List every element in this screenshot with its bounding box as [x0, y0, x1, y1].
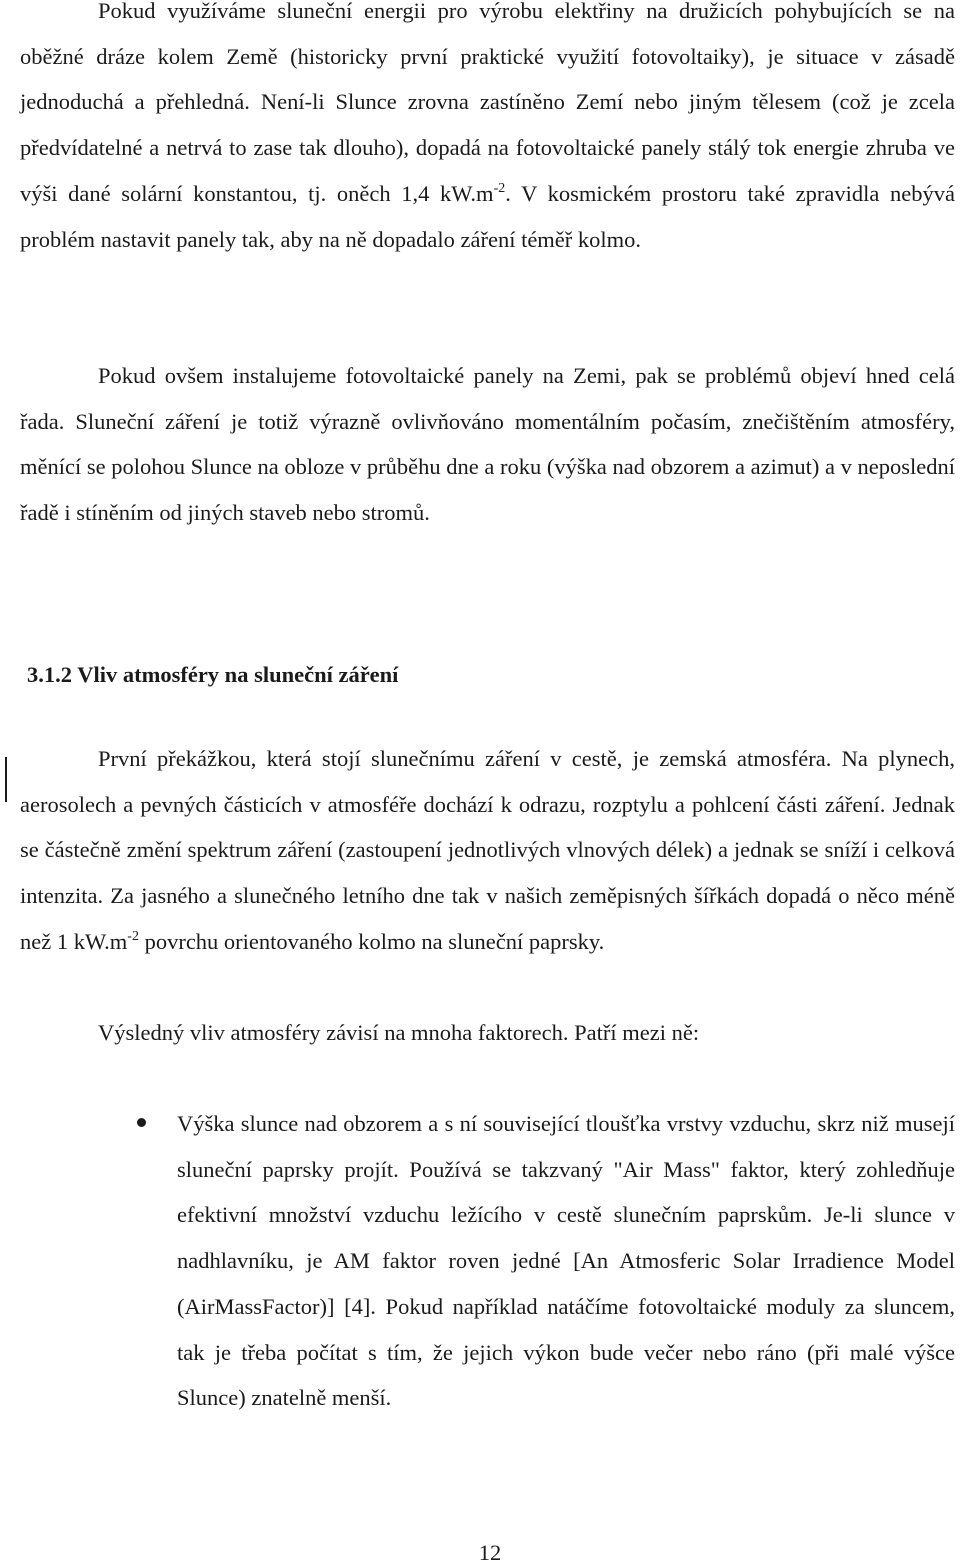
- superscript-exponent: -2: [493, 180, 506, 196]
- paragraph-space-photovoltaics: [20, 0, 955, 262]
- bullet-icon: [137, 1118, 146, 1127]
- paragraph-text: . V kosmickém prostoru také zpravidla nebývá problém nastavit panely tak, aby na ně dopadalo záření téměř kolmo.: [20, 180, 955, 252]
- paragraph-factors-intro: Výsledný vliv atmosféry závisí na mnoha faktorech. Patří mezi ně:: [98, 1020, 700, 1045]
- revision-change-bar: [5, 757, 7, 802]
- paragraph-text: povrchu orientovaného kolmo na sluneční paprsky.: [138, 928, 605, 954]
- superscript-exponent: -2: [127, 928, 139, 944]
- section-heading: 3.1.2 Vliv atmosféry na sluneční záření: [27, 662, 399, 687]
- paragraph-earth-problems: Pokud ovšem instalujeme fotovoltaické panely na Zemi, pak se problémů objeví hned celá řada. Sluneční záření je totiž výrazně ovlivňováno momentálním počasím, znečištěním atmosféry, měnící se polohou Slunce na obloze v průběhu dne a roku (výška nad obzorem a azimut) a v neposlední řadě i stíněním od jiných staveb nebo stromů.: [20, 363, 955, 526]
- paragraph-text: Pokud využíváme sluneční energii pro výrobu elektřiny na družicích pohybujících se na oběžné dráze kolem Země (historicky první praktické využití fotovoltaiky), je situace v zásadě jednoduchá a přehledná. Není-li Slunce zrovna zastíněno Zemí nebo jiným tělesem (což je zcela předvídatelné a netrvá to zase tak dlouho), dopadá na fotovoltaické panely stálý tok energie zhruba ve výši dané solární konstantou, tj. oněch 1,4 kW.m: [20, 0, 955, 206]
- paragraph-atmosphere-obstacle: [20, 736, 955, 965]
- paragraph-text: První překážkou, která stojí slunečnímu záření v cestě, je zemská atmosféra. Na plynech, aerosolech a pevných částicích v atmosféře dochází k odrazu, rozptylu a pohlcení části záření. Jednak se částečně změní spektrum záření (zastoupení jednotlivých vlnových délek) a jednak se sníží i celková intenzita. Za jasného a slunečného letního dne tak v našich zeměpisných šířkách dopadá o něco méně než 1 kW.m: [20, 746, 955, 954]
- page-number: 12: [478, 1540, 502, 1565]
- list-item-text: Výška slunce nad obzorem a s ní související tloušťka vrstvy vzduchu, skrz niž musejí sluneční paprsky projít. Používá se takzvaný "Air Mass" faktor, který zohledňuje efektivní množství vzduchu ležícího v cestě slunečním paprskům. Je-li slunce v nadhlavníku, je AM faktor roven jedné [An Atmosferic Solar Irradience Model (AirMassFactor)] [4]. Pokud například natáčíme fotovoltaické moduly za sluncem, tak je třeba počítat s tím, že jejich výkon bude večer nebo ráno (při malé výšce Slunce) znatelně menší.: [177, 1111, 955, 1411]
